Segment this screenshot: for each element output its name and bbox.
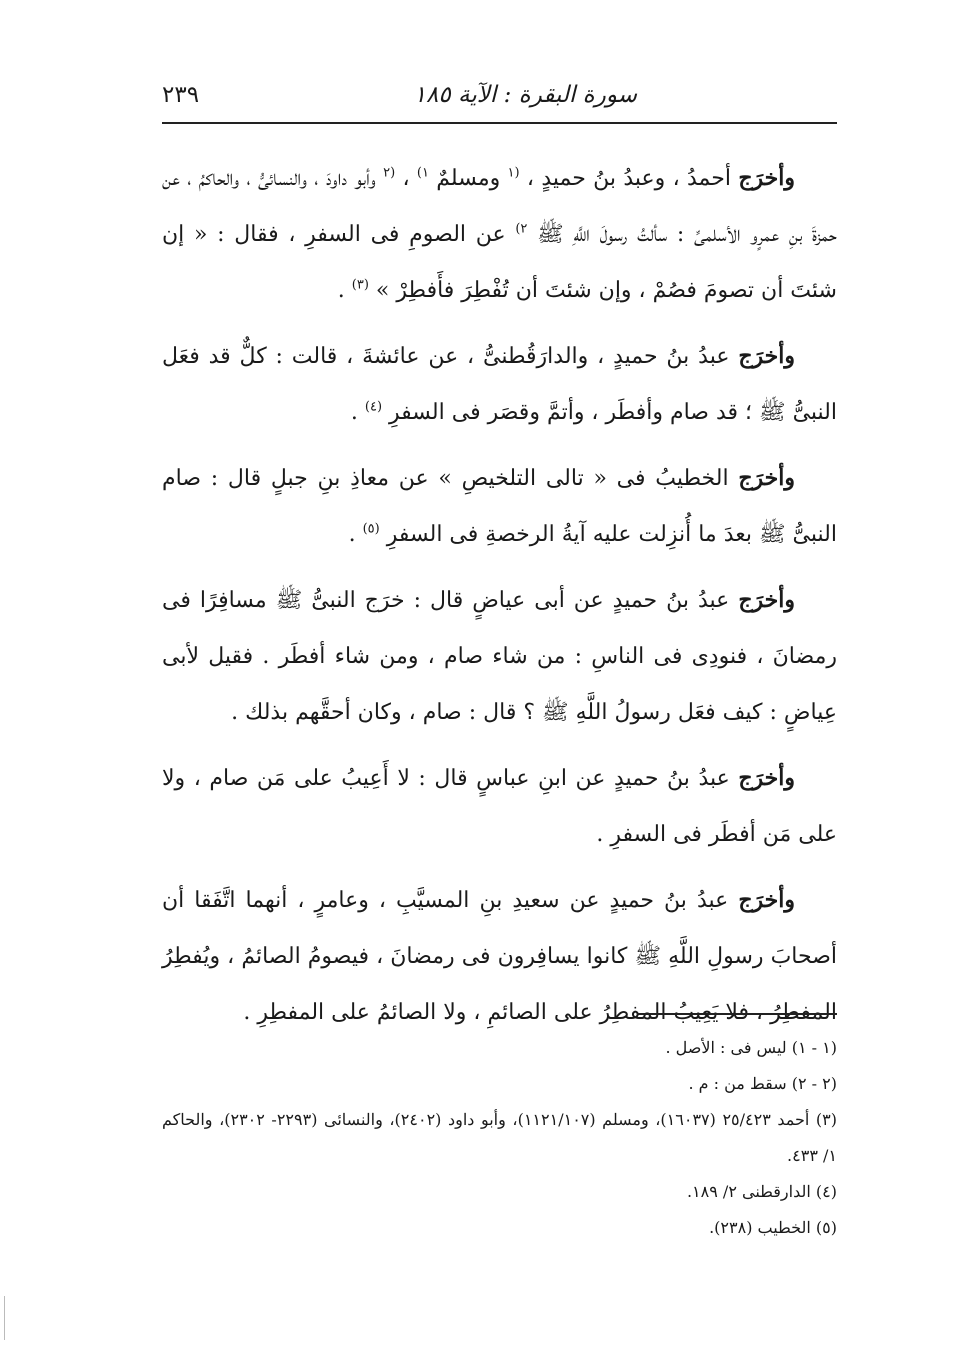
footnote-4: (٤) الدارقطنى ٢/ ١٨٩. [686, 1182, 837, 1201]
text-run: عبدُ بنُ حميدٍ عن أبى عياضٍ قال : خرَج النبىُّ ﷺ مسافِرًا فى رمضانَ ، فنودِى فى الناسِ : من شاء صام ، ومن شاء أفطَر . فقيل لأبى عِياضٍ : كيف فعَل رسولُ اللَّهِ ﷺ ؟ قال : صام ، وكان أحقَّهم بذلك . [162, 588, 837, 725]
text-run: ، [395, 166, 417, 191]
footnote-marker: (٤) [364, 399, 383, 415]
footnote-marker: (١ [507, 165, 520, 181]
paragraph-1 [162, 150, 837, 319]
paragraph-keyword: وأخرَج [738, 165, 795, 191]
footnote-marker: (٣) [351, 277, 369, 293]
footnote-marker: (٢ [383, 165, 396, 181]
footnote-2: (٢ - ٢) سقط من : م . [688, 1074, 837, 1093]
text-run: عبدُ بنُ حميدٍ عن سعيدِ بنِ المسيَّبِ ، وعامرٍ ، أنهما اتَّفَقا أن أصحابَ رسولِ اللَّهِ ﷺ كانوا يسافِرون فى رمضانَ ، فيصومُ الصائمُ ، ويُفطِرُ المفطِرُ ، فلا يَعِيبُ المفطِرُ على الصائمِ ، ولا الصائمُ على المفطِرِ . [162, 888, 837, 1025]
paragraph-keyword: وأخرَج [738, 887, 795, 913]
text-run: . [348, 522, 363, 547]
text-run: . [350, 400, 365, 425]
paragraph-keyword: وأخرَج [738, 343, 795, 369]
scan-margin-mark [4, 1296, 5, 1340]
page-number: ٢٣٩ [162, 82, 200, 108]
text-run: . [337, 278, 352, 303]
text-run: وأبو داودَ ، والنسائىُّ ، والحاكمُ ، عن حمزةَ بنِ عمرٍو الأسلمىِّ : سألتُ رسولَ اللَّهِ ﷺ [162, 166, 837, 247]
text-run: الخطيبُ فى « تالى التلخيصِ » عن معاذِ بنِ جبلٍ قال : صام النبىُّ ﷺ بعدَ ما أُنزِلت عليه آيةُ الرخصةِ فى السفرِ [162, 466, 837, 547]
text-run: أحمدُ ، وعبدُ بنُ حميدٍ ، [519, 166, 739, 191]
body-text [162, 150, 837, 1050]
paragraph-5 [162, 750, 837, 863]
paragraph-4 [162, 572, 837, 741]
footnote-marker: ٢) [515, 221, 528, 237]
footnote-rule [637, 1013, 837, 1015]
footnote-marker: (٥) [362, 521, 380, 537]
paragraph-3 [162, 450, 837, 563]
paragraph-keyword: وأخرَج [738, 465, 795, 491]
footnote-3: (٣) أحمد ٢٥/٤٢٣ (١٦٠٣٧)، ومسلم (١١٢١/١٠٧)، وأبو داود (٢٤٠٢)، والنسائى (٢٢٩٣- ٢٣٠٢)، والحاكم ١/ ٤٣٣. [162, 1110, 838, 1165]
footnotes [162, 1030, 837, 1246]
paragraph-6 [162, 872, 837, 1041]
paragraph-keyword: وأخرَج [738, 587, 795, 613]
header-rule [162, 122, 837, 124]
footnote-marker: ١) [416, 165, 429, 181]
text-run: عن الصومِ فى السفرِ ، فقال : « إن شئتَ أن تصومَ فصُمْ ، وإن شئتَ أن تُفْطِرَ فأَفطِرْ » [162, 222, 837, 303]
footnote-5: (٥) الخطيب (٢٣٨). [709, 1218, 837, 1237]
page-header [162, 78, 837, 118]
paragraph-keyword: وأخرَج [738, 765, 795, 791]
text-run: ومسلمٌ [428, 166, 508, 191]
running-title: سورة البقرة : الآية ١٨٥ [413, 82, 637, 108]
paragraph-2 [162, 328, 837, 441]
text-run: عبدُ بنُ حميدٍ عن ابنِ عباسٍ قال : لا أَعِيبُ على مَن صام ، ولا على مَن أفطَر فى السفرِ . [162, 766, 837, 847]
footnote-1: (١ - ١) ليس فى : الأصل . [665, 1038, 837, 1057]
text-run: عبدُ بنُ حميدٍ ، والدارَقُطنىُّ ، عن عائشةَ ، قالت : كلٌّ قد فعَل النبىُّ ﷺ ؛ قد صام وأفطَر ، وأتمَّ وقصَر فى السفرِ [162, 344, 837, 425]
